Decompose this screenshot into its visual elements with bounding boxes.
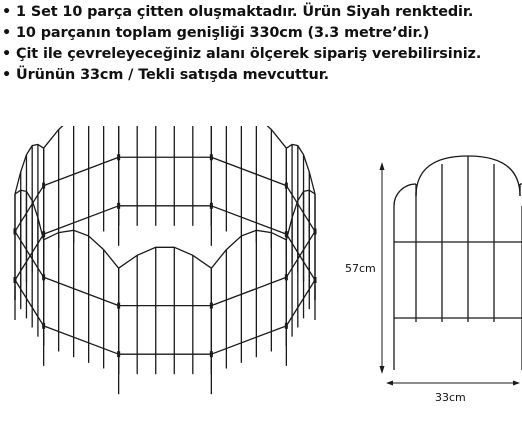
- single-fence-panel-diagram: [336, 144, 522, 414]
- feature-text: 1 Set 10 parça çitten oluşmaktadır. Ürün Siyah renktedir.: [16, 4, 474, 20]
- feature-text: Çit ile çevreleyeceğiniz alanı ölçerek sipariş verebilirsiniz.: [16, 46, 482, 62]
- feature-text: 10 parçanın toplam genişliği 330cm (3.3 metre’dir.): [16, 25, 430, 41]
- feature-list: [2, 2, 520, 86]
- fence-ring-illustration: [0, 126, 340, 432]
- width-dimension-label: 33cm: [435, 391, 466, 404]
- height-dimension-label: 57cm: [345, 262, 376, 275]
- feature-item-single-sale: [2, 65, 520, 86]
- bullet-icon: •: [2, 46, 12, 62]
- bullet-icon: •: [2, 4, 12, 20]
- bullet-icon: •: [2, 67, 12, 83]
- bullet-icon: •: [2, 25, 12, 41]
- feature-item-total-width: [2, 23, 520, 44]
- feature-text: Ürünün 33cm / Tekli satışda mevcuttur.: [16, 67, 330, 83]
- feature-item-order-advice: [2, 44, 520, 65]
- feature-item-set-info: [2, 2, 520, 23]
